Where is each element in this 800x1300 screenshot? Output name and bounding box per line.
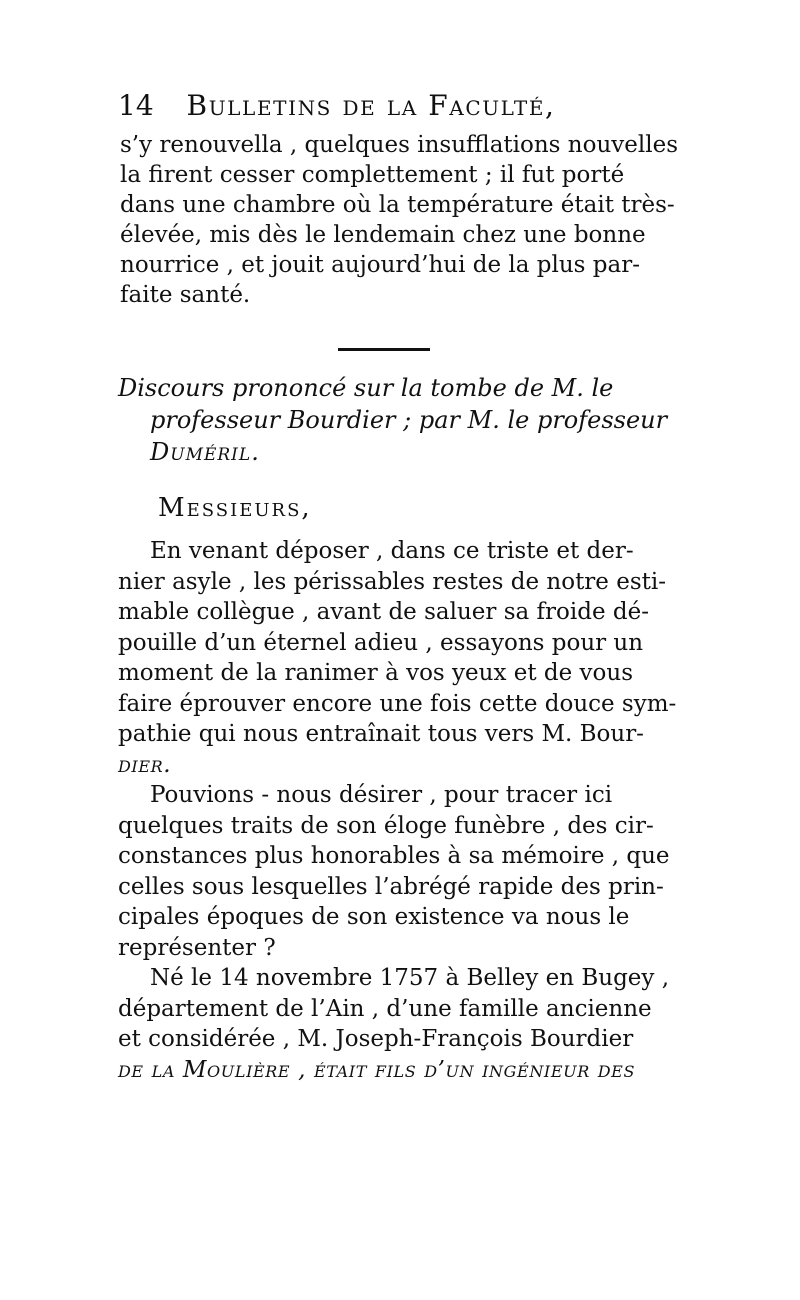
body-line: nier asyle , les périssables restes de notre esti- [118,568,667,595]
discours-title [118,372,683,468]
section-divider [338,348,430,351]
text-line: nourrice , et jouit aujourd’hui de la plus par- [120,252,640,278]
body-line: représenter ? [118,934,276,961]
text-line: faite santé. [120,282,251,308]
body-line: faire éprouver encore une fois cette douce sym- [118,690,677,717]
body-line: moment de la ranimer à vos yeux et de vous [118,660,634,686]
body-line: constances plus honorables à sa mémoire , que [118,843,670,869]
text-line: la firent cesser complettement ; il fut porté [120,162,625,188]
body-line: En venant déposer , dans ce triste et der- [150,538,634,564]
page-header [118,89,678,122]
body-line: Né le 14 novembre 1757 à Belley en Bugey , [150,965,670,991]
body-line: celles sous lesquelles l’abrégé rapide des prin- [118,873,664,900]
body-line: pathie qui nous entraînait tous vers M. Bour- [118,721,644,747]
body-line: et considérée , M. Joseph-François Bourdier [118,1026,634,1052]
running-title: Bulletins de la Faculté, [186,89,556,122]
body-line: de la Moulière , était fils d’un ingénieur des [118,1056,636,1083]
body-line: mable collègue , avant de saluer sa froide dé- [118,599,649,625]
text-line: dans une chambre où la température était très- [120,192,675,218]
discours-title-line: Discours prononcé sur la tombe de M. le [118,374,614,402]
opening-paragraph [120,130,680,310]
salutation: Messieurs, [158,493,312,523]
text-line: s’y renouvella , quelques insufflations nouvelles [120,132,678,158]
text-line: élevée, mis dès le lendemain chez une bonne [120,222,646,248]
body-line: département de l’Ain , d’une famille ancienne [118,995,652,1022]
body-line: quelques traits de son éloge funèbre , des cir- [118,812,654,839]
body-line: dier. [118,751,172,778]
body-line: cipales époques de son existence va nous le [118,904,630,930]
body-line: Pouvions - nous désirer , pour tracer ici [150,782,613,808]
discours-title-line: professeur Bourdier ; par M. le professeur [150,406,668,434]
speech-body [118,536,683,1085]
discours-title-line: Duméril. [150,438,260,466]
page-number: 14 [118,89,154,122]
body-line: pouille d’un éternel adieu , essayons pour un [118,629,644,656]
